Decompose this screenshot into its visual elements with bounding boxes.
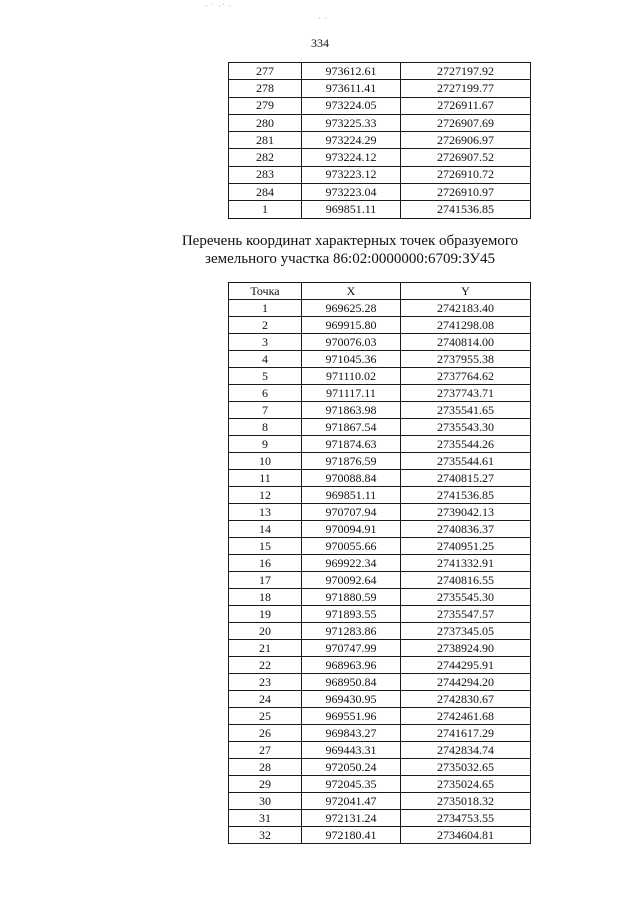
cell-point: 2	[229, 317, 302, 334]
cell-x: 971110.02	[302, 368, 401, 385]
cell-y: 2726911.67	[401, 97, 531, 114]
cell-y: 2744294.20	[401, 674, 531, 691]
cell-y: 2735544.26	[401, 436, 531, 453]
table-row	[229, 63, 531, 80]
cell-x: 971876.59	[302, 453, 401, 470]
cell-point: 26	[229, 725, 302, 742]
cell-y: 2741298.08	[401, 317, 531, 334]
cell-y: 2741536.85	[401, 487, 531, 504]
cell-x: 973224.05	[302, 97, 401, 114]
coordinates-table-continued	[228, 62, 531, 219]
cell-point: 17	[229, 572, 302, 589]
cell-x: 973611.41	[302, 80, 401, 97]
cell-y: 2741617.29	[401, 725, 531, 742]
cell-y: 2742183.40	[401, 300, 531, 317]
cell-y: 2735032.65	[401, 759, 531, 776]
cell-point: 7	[229, 402, 302, 419]
table-row	[229, 606, 531, 623]
table-row	[229, 317, 531, 334]
table-row	[229, 640, 531, 657]
cell-point: 3	[229, 334, 302, 351]
cell-x: 970088.84	[302, 470, 401, 487]
cell-y: 2734604.81	[401, 827, 531, 844]
cell-point: 278	[229, 80, 302, 97]
cell-y: 2735018.32	[401, 793, 531, 810]
cell-point: 1	[229, 201, 302, 218]
cell-x: 969551.96	[302, 708, 401, 725]
cell-point: 19	[229, 606, 302, 623]
table-row	[229, 521, 531, 538]
table-row	[229, 470, 531, 487]
cell-point: 21	[229, 640, 302, 657]
cell-point: 12	[229, 487, 302, 504]
table-row	[229, 793, 531, 810]
table-row	[229, 419, 531, 436]
cell-x: 970076.03	[302, 334, 401, 351]
cell-point: 24	[229, 691, 302, 708]
table-row	[229, 623, 531, 640]
cell-y: 2726907.52	[401, 149, 531, 166]
table-row	[229, 555, 531, 572]
cell-x: 969843.27	[302, 725, 401, 742]
cell-point: 280	[229, 114, 302, 131]
cell-y: 2740836.37	[401, 521, 531, 538]
table-row	[229, 725, 531, 742]
table-row	[229, 402, 531, 419]
cell-point: 279	[229, 97, 302, 114]
cell-point: 32	[229, 827, 302, 844]
table-row	[229, 97, 531, 114]
cell-x: 973223.04	[302, 184, 401, 201]
table-row	[229, 538, 531, 555]
table-row	[229, 742, 531, 759]
cell-x: 973223.12	[302, 166, 401, 183]
cell-x: 971863.98	[302, 402, 401, 419]
cell-point: 29	[229, 776, 302, 793]
cell-x: 973612.61	[302, 63, 401, 80]
cell-x: 971867.54	[302, 419, 401, 436]
page-number: 334	[311, 36, 329, 50]
cell-point: 20	[229, 623, 302, 640]
cell-x: 970707.94	[302, 504, 401, 521]
cell-y: 2737764.62	[401, 368, 531, 385]
cell-point: 30	[229, 793, 302, 810]
cell-point: 6	[229, 385, 302, 402]
table-row	[229, 114, 531, 131]
cell-x: 969851.11	[302, 201, 401, 218]
cell-x: 970055.66	[302, 538, 401, 555]
table-row	[229, 166, 531, 183]
cell-x: 968950.84	[302, 674, 401, 691]
cell-x: 970092.64	[302, 572, 401, 589]
table-row	[229, 80, 531, 97]
cell-point: 1	[229, 300, 302, 317]
table-header	[229, 283, 531, 300]
section-title	[0, 232, 640, 268]
cell-y: 2741536.85	[401, 201, 531, 218]
cell-y: 2735544.61	[401, 453, 531, 470]
header-row	[229, 283, 531, 300]
cell-y: 2726906.97	[401, 132, 531, 149]
cell-point: 5	[229, 368, 302, 385]
table-row	[229, 132, 531, 149]
cell-x: 969430.95	[302, 691, 401, 708]
table-row	[229, 657, 531, 674]
cell-x: 972131.24	[302, 810, 401, 827]
cell-y: 2726910.97	[401, 184, 531, 201]
table-row	[229, 487, 531, 504]
table-row	[229, 776, 531, 793]
table-row	[229, 201, 531, 218]
cell-y: 2735545.30	[401, 589, 531, 606]
cell-point: 28	[229, 759, 302, 776]
table-row	[229, 708, 531, 725]
scan-artifact: · ˙ ·˙ ·	[205, 2, 233, 11]
cell-point: 9	[229, 436, 302, 453]
table-row	[229, 691, 531, 708]
cell-point: 277	[229, 63, 302, 80]
cell-point: 281	[229, 132, 302, 149]
cell-point: 8	[229, 419, 302, 436]
cell-point: 25	[229, 708, 302, 725]
cell-y: 2742830.67	[401, 691, 531, 708]
table-row	[229, 504, 531, 521]
cell-y: 2740814.00	[401, 334, 531, 351]
cell-y: 2739042.13	[401, 504, 531, 521]
table-row	[229, 674, 531, 691]
cell-y: 2737743.71	[401, 385, 531, 402]
cell-y: 2737955.38	[401, 351, 531, 368]
table-row	[229, 759, 531, 776]
table-body	[229, 300, 531, 844]
column-header-y: Y	[401, 283, 531, 300]
cell-y: 2727197.92	[401, 63, 531, 80]
cell-x: 972050.24	[302, 759, 401, 776]
table-row	[229, 810, 531, 827]
table-row	[229, 589, 531, 606]
cell-y: 2740816.55	[401, 572, 531, 589]
scan-artifact: · ·	[318, 14, 329, 23]
cell-x: 971874.63	[302, 436, 401, 453]
cell-x: 972180.41	[302, 827, 401, 844]
table-row	[229, 827, 531, 844]
table-row	[229, 436, 531, 453]
cell-point: 283	[229, 166, 302, 183]
section-title-line: Перечень координат характерных точек образуемого	[181, 233, 519, 249]
cell-point: 14	[229, 521, 302, 538]
cell-point: 4	[229, 351, 302, 368]
cell-y: 2726907.69	[401, 114, 531, 131]
table-row	[229, 334, 531, 351]
cell-x: 969851.11	[302, 487, 401, 504]
cell-point: 11	[229, 470, 302, 487]
cell-y: 2742834.74	[401, 742, 531, 759]
cell-point: 13	[229, 504, 302, 521]
cell-point: 10	[229, 453, 302, 470]
cell-x: 970747.99	[302, 640, 401, 657]
cell-x: 971880.59	[302, 589, 401, 606]
cell-x: 969922.34	[302, 555, 401, 572]
cell-x: 971283.86	[302, 623, 401, 640]
cell-point: 282	[229, 149, 302, 166]
cell-x: 969915.80	[302, 317, 401, 334]
cell-x: 970094.91	[302, 521, 401, 538]
cell-y: 2740951.25	[401, 538, 531, 555]
cell-x: 968963.96	[302, 657, 401, 674]
table-row	[229, 184, 531, 201]
cell-y: 2735541.65	[401, 402, 531, 419]
cell-x: 973224.29	[302, 132, 401, 149]
cell-y: 2738924.90	[401, 640, 531, 657]
cell-y: 2727199.77	[401, 80, 531, 97]
cell-point: 22	[229, 657, 302, 674]
cell-x: 971893.55	[302, 606, 401, 623]
cell-point: 27	[229, 742, 302, 759]
table-row	[229, 453, 531, 470]
cell-y: 2726910.72	[401, 166, 531, 183]
cell-x: 969625.28	[302, 300, 401, 317]
cell-point: 15	[229, 538, 302, 555]
cell-y: 2744295.91	[401, 657, 531, 674]
cell-x: 973225.33	[302, 114, 401, 131]
table-body	[229, 63, 531, 219]
cell-point: 23	[229, 674, 302, 691]
section-title-line: земельного участка 86:02:0000000:6709:ЗУ45	[205, 251, 495, 267]
table-row	[229, 572, 531, 589]
table-row	[229, 300, 531, 317]
cell-x: 972041.47	[302, 793, 401, 810]
cell-y: 2735543.30	[401, 419, 531, 436]
cell-x: 971045.36	[302, 351, 401, 368]
cell-x: 973224.12	[302, 149, 401, 166]
cell-y: 2740815.27	[401, 470, 531, 487]
cell-y: 2734753.55	[401, 810, 531, 827]
cell-point: 284	[229, 184, 302, 201]
table-row	[229, 149, 531, 166]
table-row	[229, 368, 531, 385]
cell-x: 971117.11	[302, 385, 401, 402]
cell-y: 2735024.65	[401, 776, 531, 793]
cell-x: 972045.35	[302, 776, 401, 793]
table-row	[229, 385, 531, 402]
column-header-point: Точка	[229, 283, 302, 300]
cell-point: 16	[229, 555, 302, 572]
cell-point: 31	[229, 810, 302, 827]
cell-y: 2737345.05	[401, 623, 531, 640]
table-row	[229, 351, 531, 368]
cell-y: 2735547.57	[401, 606, 531, 623]
cell-point: 18	[229, 589, 302, 606]
cell-y: 2742461.68	[401, 708, 531, 725]
cell-x: 969443.31	[302, 742, 401, 759]
column-header-x: X	[302, 283, 401, 300]
cell-y: 2741332.91	[401, 555, 531, 572]
coordinates-table	[228, 282, 531, 844]
